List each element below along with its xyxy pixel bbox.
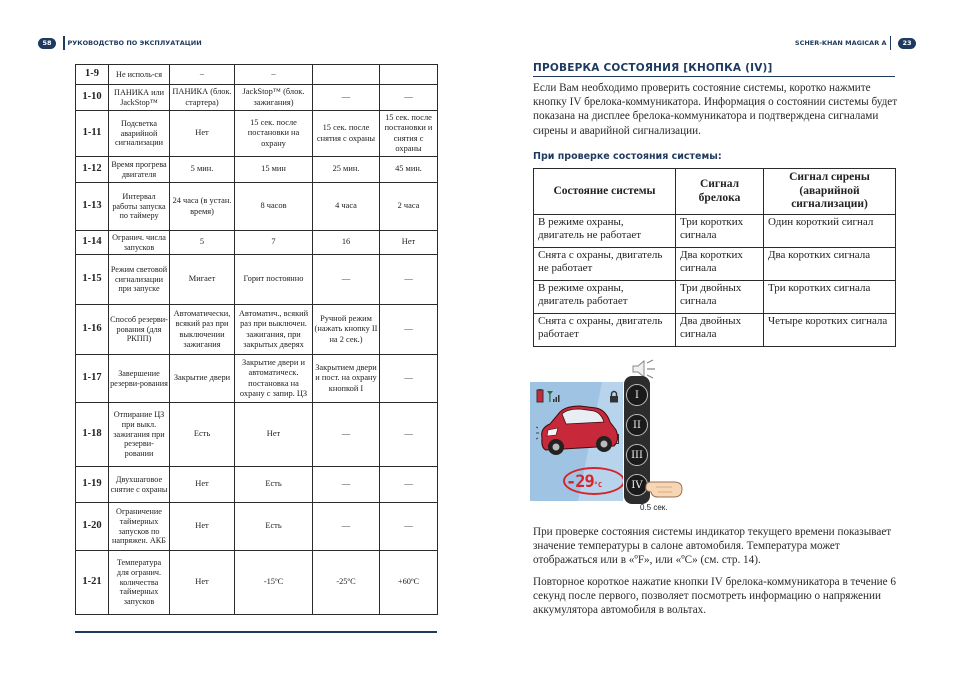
fob-signal-cell: Два коротких сигнала: [676, 248, 764, 281]
setting-value-2: Закрытие двери и автоматическ. постановка на охрану с запир. ЦЗ: [235, 355, 313, 403]
setting-number: 1-20: [76, 503, 109, 551]
setting-number: 1-9: [76, 65, 109, 85]
setting-value-3: —: [313, 255, 380, 305]
header-fob-signal: Сигнал брелока: [676, 169, 764, 215]
status-row: [534, 314, 896, 347]
header-divider-bar: [63, 36, 65, 50]
temperature-value: -29: [566, 472, 594, 492]
setting-value-3: 25 мин.: [313, 157, 380, 183]
press-duration-caption: 0.5 сек.: [640, 503, 668, 512]
setting-feature: Двухшаговое снятие с охраны: [109, 467, 170, 503]
status-signals-table: [533, 168, 896, 347]
setting-value-4: 2 часа: [380, 183, 438, 231]
fob-button-4[interactable]: IV: [626, 474, 648, 496]
setting-value-3: 15 сек. после снятия с охраны: [313, 111, 380, 157]
system-state-cell: Снята с охраны, двигатель работает: [534, 314, 676, 347]
setting-number: 1-13: [76, 183, 109, 231]
setting-value-4: [380, 65, 438, 85]
temperature-unit: °C: [593, 481, 603, 489]
setting-number: 1-21: [76, 551, 109, 615]
setting-value-2: Горит постоянно: [235, 255, 313, 305]
setting-value-3: Ручной режим (нажать кнопку II на 2 сек.): [313, 305, 380, 355]
voltage-paragraph: Повторное короткое нажатие кнопки IV брелока-коммуникатора в течение 6 секунд после первого, позволяет посмотреть информацию о напряжении аккумулятора автомобиля в вольтах.: [533, 576, 897, 617]
setting-feature: Огранич. числа запусков: [109, 231, 170, 255]
setting-value-2: JackStop™ (блок. зажигания): [235, 85, 313, 111]
setting-value-1: Нет: [170, 111, 235, 157]
setting-value-4: —: [380, 355, 438, 403]
status-subtitle: При проверке состояния системы:: [533, 151, 722, 162]
setting-feature: Температура для огранич. количества таймерных запусков: [109, 551, 170, 615]
setting-value-4: +60ºС: [380, 551, 438, 615]
setting-value-1: Есть: [170, 403, 235, 467]
system-state-cell: Снята с охраны, двигатель не работает: [534, 248, 676, 281]
status-row: [534, 248, 896, 281]
header-siren-signal: Сигнал сирены (аварийной сигнализации): [764, 169, 896, 215]
settings-row: [76, 157, 438, 183]
setting-value-1: Нет: [170, 551, 235, 615]
setting-feature: Время прогрева двигателя: [109, 157, 170, 183]
setting-value-2: 8 часов: [235, 183, 313, 231]
setting-feature: Отпирание ЦЗ при выкл. зажигания при резерви-ровании: [109, 403, 170, 467]
setting-value-4: —: [380, 467, 438, 503]
header-divider-bar: [890, 36, 892, 50]
setting-number: 1-15: [76, 255, 109, 305]
setting-value-1: 5: [170, 231, 235, 255]
settings-row: [76, 183, 438, 231]
setting-value-1: ПАНИКА (блок. стартера): [170, 85, 235, 111]
siren-signal-cell: Три коротких сигнала: [764, 281, 896, 314]
setting-value-4: Нет: [380, 231, 438, 255]
fob-signal-cell: Три двойных сигнала: [676, 281, 764, 314]
setting-value-3: 4 часа: [313, 183, 380, 231]
setting-number: 1-19: [76, 467, 109, 503]
setting-number: 1-12: [76, 157, 109, 183]
settings-row: [76, 305, 438, 355]
setting-value-1: Нет: [170, 503, 235, 551]
setting-feature: Способ резерви-рования (для РКПП): [109, 305, 170, 355]
setting-value-2: Есть: [235, 503, 313, 551]
setting-value-4: —: [380, 85, 438, 111]
setting-value-1: Нет: [170, 467, 235, 503]
fob-signal-cell: Два двойных сигнала: [676, 314, 764, 347]
setting-number: 1-10: [76, 85, 109, 111]
fob-signal-cell: Три коротких сигнала: [676, 215, 764, 248]
settings-row: [76, 355, 438, 403]
fob-display: [530, 382, 623, 501]
setting-value-4: —: [380, 305, 438, 355]
setting-value-3: —: [313, 467, 380, 503]
setting-value-4: —: [380, 503, 438, 551]
setting-value-2: 15 сек. после постановки на охрану: [235, 111, 313, 157]
pressing-finger-icon: [644, 478, 684, 500]
setting-value-3: 16: [313, 231, 380, 255]
status-row: [534, 281, 896, 314]
setting-feature: Интервал работы запуска по таймеру: [109, 183, 170, 231]
header-system-state: Состояние системы: [534, 169, 676, 215]
status-row: [534, 215, 896, 248]
setting-value-4: 45 мин.: [380, 157, 438, 183]
right-page-number: 23: [898, 38, 916, 49]
page-bottom-divider: [75, 631, 437, 633]
siren-signal-cell: Один короткий сигнал: [764, 215, 896, 248]
setting-value-3: —: [313, 503, 380, 551]
setting-feature: Завершение резерви-рования: [109, 355, 170, 403]
settings-row: [76, 467, 438, 503]
setting-value-3: Закрытием двери и пост. на охрану кнопкой I: [313, 355, 380, 403]
setting-value-2: Автоматич., всякий раз при выключен. зажигания, при закрытых дверях: [235, 305, 313, 355]
setting-value-2: 7: [235, 231, 313, 255]
siren-signal-cell: Два коротких сигнала: [764, 248, 896, 281]
settings-row: [76, 255, 438, 305]
system-state-cell: В режиме охраны, двигатель не работает: [534, 215, 676, 248]
setting-value-1: 24 часа (в устан. время): [170, 183, 235, 231]
left-page-number: 58: [38, 38, 56, 49]
setting-value-4: —: [380, 403, 438, 467]
setting-number: 1-11: [76, 111, 109, 157]
setting-value-2: Есть: [235, 467, 313, 503]
right-page-title: SCHER-KHAN MAGICAR A: [794, 39, 887, 47]
setting-value-2: 15 мин: [235, 157, 313, 183]
setting-value-3: —: [313, 403, 380, 467]
settings-row: [76, 503, 438, 551]
settings-row: [76, 403, 438, 467]
temperature-highlight-ring: [563, 467, 623, 495]
setting-value-1: Мигает: [170, 255, 235, 305]
setting-number: 1-17: [76, 355, 109, 403]
car-icon: [536, 400, 620, 458]
right-page-header: [795, 36, 916, 50]
siren-signal-cell: Четыре коротких сигнала: [764, 314, 896, 347]
setting-value-2: -15ºС: [235, 551, 313, 615]
section-title: ПРОВЕРКА СОСТОЯНИЯ [КНОПКА (IV)]: [533, 62, 773, 74]
settings-row: [76, 231, 438, 255]
setting-value-1: Закрытие двери: [170, 355, 235, 403]
section-title-underline: [533, 76, 895, 77]
setting-value-4: —: [380, 255, 438, 305]
fob-button-2[interactable]: II: [626, 414, 648, 436]
setting-feature: Подсветка аварийной сигнализации: [109, 111, 170, 157]
left-page-title: РУКОВОДСТВО ПО ЭКСПЛУАТАЦИИ: [67, 39, 202, 47]
settings-row: [76, 111, 438, 157]
key-fob-illustration: [528, 354, 688, 514]
left-page-header: [38, 36, 202, 50]
setting-number: 1-16: [76, 305, 109, 355]
setting-number: 1-14: [76, 231, 109, 255]
settings-row: [76, 65, 438, 85]
settings-row: [76, 551, 438, 615]
setting-value-2: –: [235, 65, 313, 85]
system-state-cell: В режиме охраны, двигатель работает: [534, 281, 676, 314]
setting-feature: Ограничение таймерных запусков по напряжен. АКБ: [109, 503, 170, 551]
intro-paragraph: Если Вам необходимо проверить состояние системы, коротко нажмите кнопку IV брелока-коммуникатора. Информация о состоянии системы будет показана на дисплее брелока-коммуникатора и подтверждена сигналами сирены и аварийной сигнализации.: [533, 82, 898, 137]
temperature-paragraph: При проверке состояния системы индикатор текущего времени показывает значение температуры в салоне автомобиля. Температура может отображаться или в «ºF», или «ºC» (см. стр. 14).: [533, 526, 892, 567]
setting-value-1: –: [170, 65, 235, 85]
setting-number: 1-18: [76, 403, 109, 467]
setting-value-2: Нет: [235, 403, 313, 467]
setting-value-3: -25ºС: [313, 551, 380, 615]
setting-value-4: 15 сек. после постановки и снятия с охраны: [380, 111, 438, 157]
setting-value-1: 5 мин.: [170, 157, 235, 183]
settings-table: [75, 64, 438, 615]
setting-feature: ПАНИКА или JackStop™: [109, 85, 170, 111]
fob-button-1[interactable]: I: [626, 384, 648, 406]
setting-feature: Режим световой сигнализации при запуске: [109, 255, 170, 305]
setting-value-1: Автоматически, всякий раз при выключении зажигания: [170, 305, 235, 355]
setting-value-3: —: [313, 85, 380, 111]
settings-row: [76, 85, 438, 111]
setting-value-3: [313, 65, 380, 85]
setting-feature: Не исполь-ся: [109, 65, 170, 85]
fob-button-3[interactable]: III: [626, 444, 648, 466]
